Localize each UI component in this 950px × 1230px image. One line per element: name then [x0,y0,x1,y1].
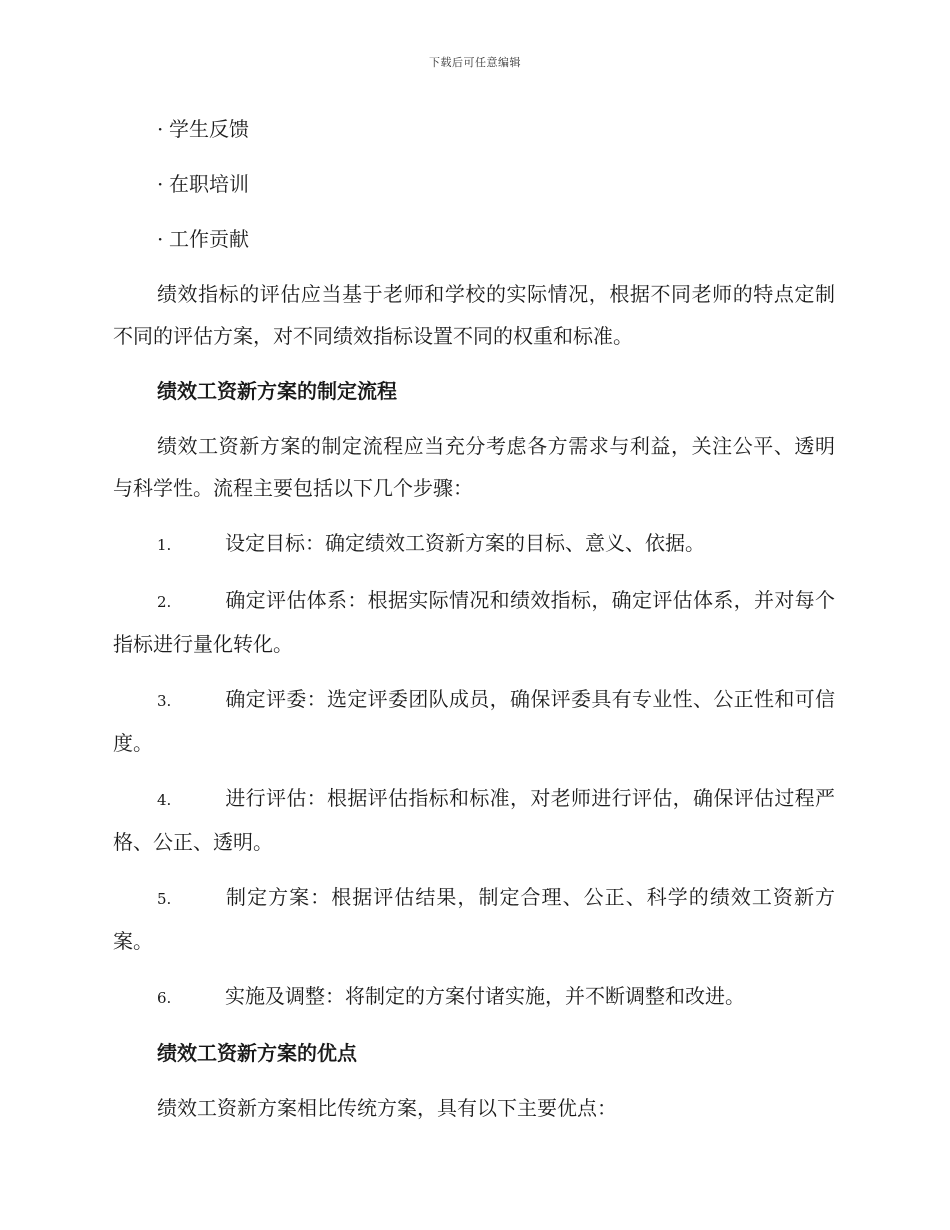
bullet-text: 学生反馈 [169,117,249,141]
step-item [113,975,835,1019]
bullet-text: 工作贡献 [169,227,249,251]
step-text: 进行评估：根据评估指标和标准，对老师进行评估，确保评估过程严格、公正、透明。 [113,786,835,854]
bullet-item [113,163,835,205]
step-number: 6. [157,989,172,1007]
bullet-marker: · [157,117,164,141]
page-header: 下载后可任意编辑 [429,56,521,69]
step-item [113,522,835,566]
bullet-item [113,218,835,260]
step-item [113,777,835,863]
step-text: 制定方案：根据评估结果，制定合理、公正、科学的绩效工资新方案。 [113,885,835,953]
step-item [113,579,835,665]
step-number: 1. [157,536,172,554]
step-number: 4. [157,791,172,809]
bullet-text: 在职培训 [169,172,249,196]
step-text: 设定目标：确定绩效工资新方案的目标、意义、依据。 [225,531,705,555]
step-text: 确定评委：选定评委团队成员，确保评委具有专业性、公正性和可信度。 [113,687,835,755]
step-text: 实施及调整：将制定的方案付诸实施，并不断调整和改进。 [225,984,745,1008]
section-heading-advantages: 绩效工资新方案的优点 [157,1041,357,1065]
paragraph-advantages-intro: 绩效工资新方案相比传统方案，具有以下主要优点： [157,1096,617,1120]
bullet-marker: · [157,227,164,251]
step-text: 确定评估体系：根据实际情况和绩效指标，确定评估体系，并对每个指标进行量化转化。 [113,588,835,656]
step-item [113,678,835,764]
bullet-item [113,108,835,150]
section-heading-process: 绩效工资新方案的制定流程 [157,379,397,403]
paragraph-evaluation: 绩效指标的评估应当基于老师和学校的实际情况，根据不同老师的特点定制不同的评估方案，对不同绩效指标设置不同的权重和标准。 [113,282,835,348]
document-body [113,108,835,1142]
paragraph-process-intro: 绩效工资新方案的制定流程应当充分考虑各方需求与利益，关注公平、透明与科学性。流程主要包括以下几个步骤： [113,434,835,500]
step-number: 3. [157,692,172,710]
step-item [113,876,835,962]
step-number: 2. [157,593,172,611]
step-number: 5. [157,890,172,908]
bullet-marker: · [157,172,164,196]
